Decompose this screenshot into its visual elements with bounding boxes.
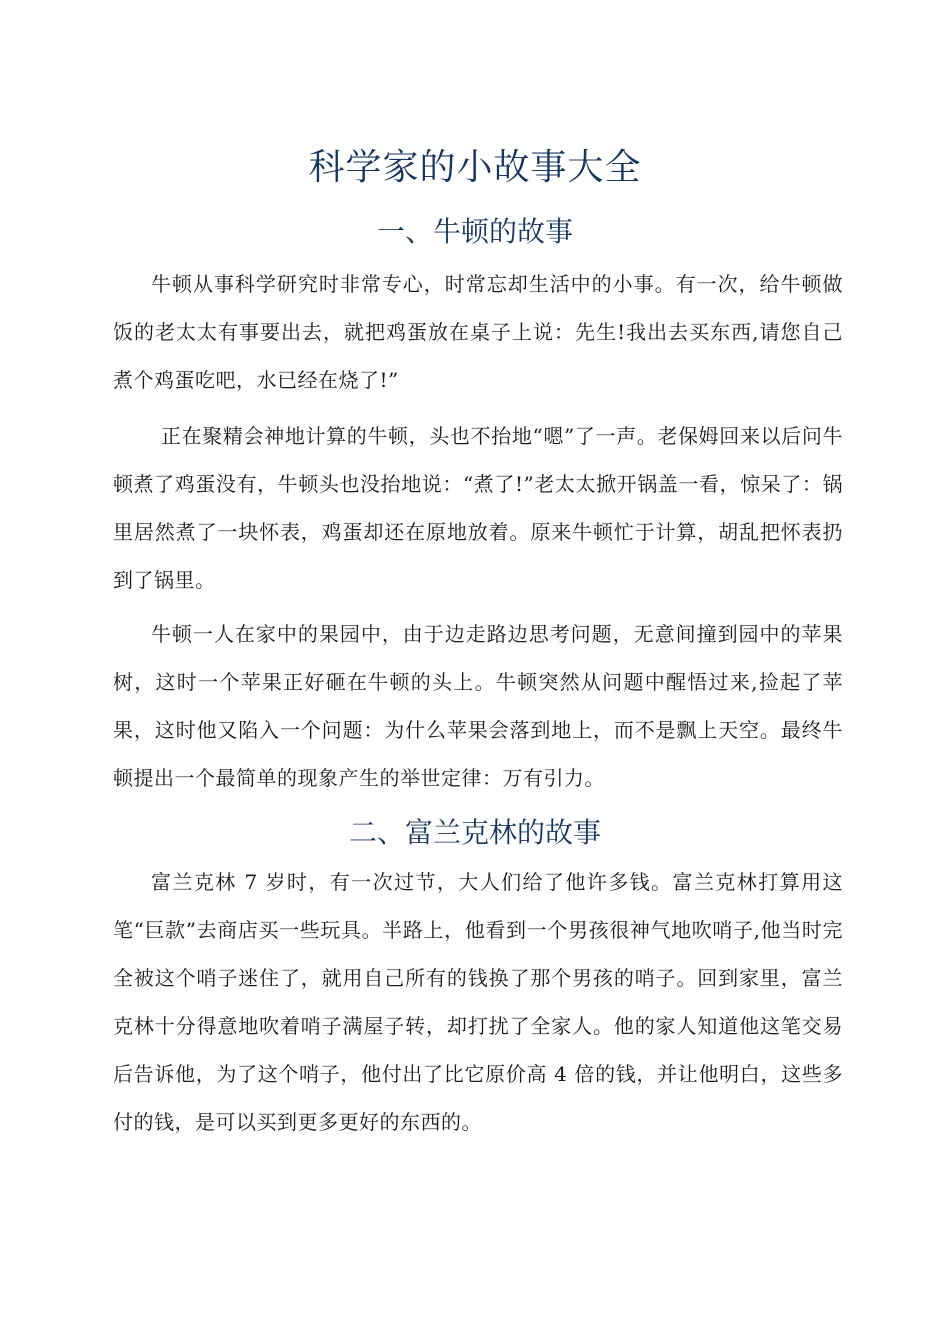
section-heading-newton: 一、牛顿的故事 [376, 215, 573, 248]
paragraph-newton-1: 牛顿从事科学研究时非常专心，时常忘却生活中的小事。有一次，给牛顿做饭的老太太有事要出去，就把鸡蛋放在桌子上说：先生!我出去买东西,请您自己煮个鸡蛋吃吧，水已经在烧了!” [113, 272, 843, 392]
document-title: 科学家的小故事大全 [308, 147, 642, 188]
paragraph-franklin-1: 富兰克林 7 岁时，有一次过节，大人们给了他许多钱。富兰克林打算用这笔“巨款”去商店买一些玩具。半路上，他看到一个男孩很神气地吹哨子,他当时完全被这个哨子迷住了，就用自己所有的钱换了那个男孩的哨子。回到家里，富兰克林十分得意地吹着哨子满屋子转，却打扰了全家人。他的家人知道他这笔交易后告诉他，为了这个哨子，他付出了比它原价高 4 倍的钱，并让他明白，这些多付的钱，是可以买到更多更好的东西的。 [113, 870, 843, 1134]
section-heading-franklin: 二、富兰克林的故事 [348, 816, 601, 849]
paragraph-newton-2: 正在聚精会神地计算的牛顿，头也不抬地“嗯”了一声。老保姆回来以后问牛顿煮了鸡蛋没有，牛顿头也没抬地说：“煮了!”老太太掀开锅盖一看，惊呆了：锅里居然煮了一块怀表，鸡蛋却还在原地放着。原来牛顿忙于计算，胡乱把怀表扔到了锅里。 [113, 424, 843, 592]
paragraph-newton-3: 牛顿一人在家中的果园中，由于边走路边思考问题，无意间撞到园中的苹果树，这时一个苹果正好砸在牛顿的头上。牛顿突然从问题中醒悟过来,捡起了苹果，这时他又陷入一个问题：为什么苹果会落到地上，而不是飘上天空。最终牛顿提出一个最简单的现象产生的举世定律：万有引力。 [113, 622, 843, 790]
